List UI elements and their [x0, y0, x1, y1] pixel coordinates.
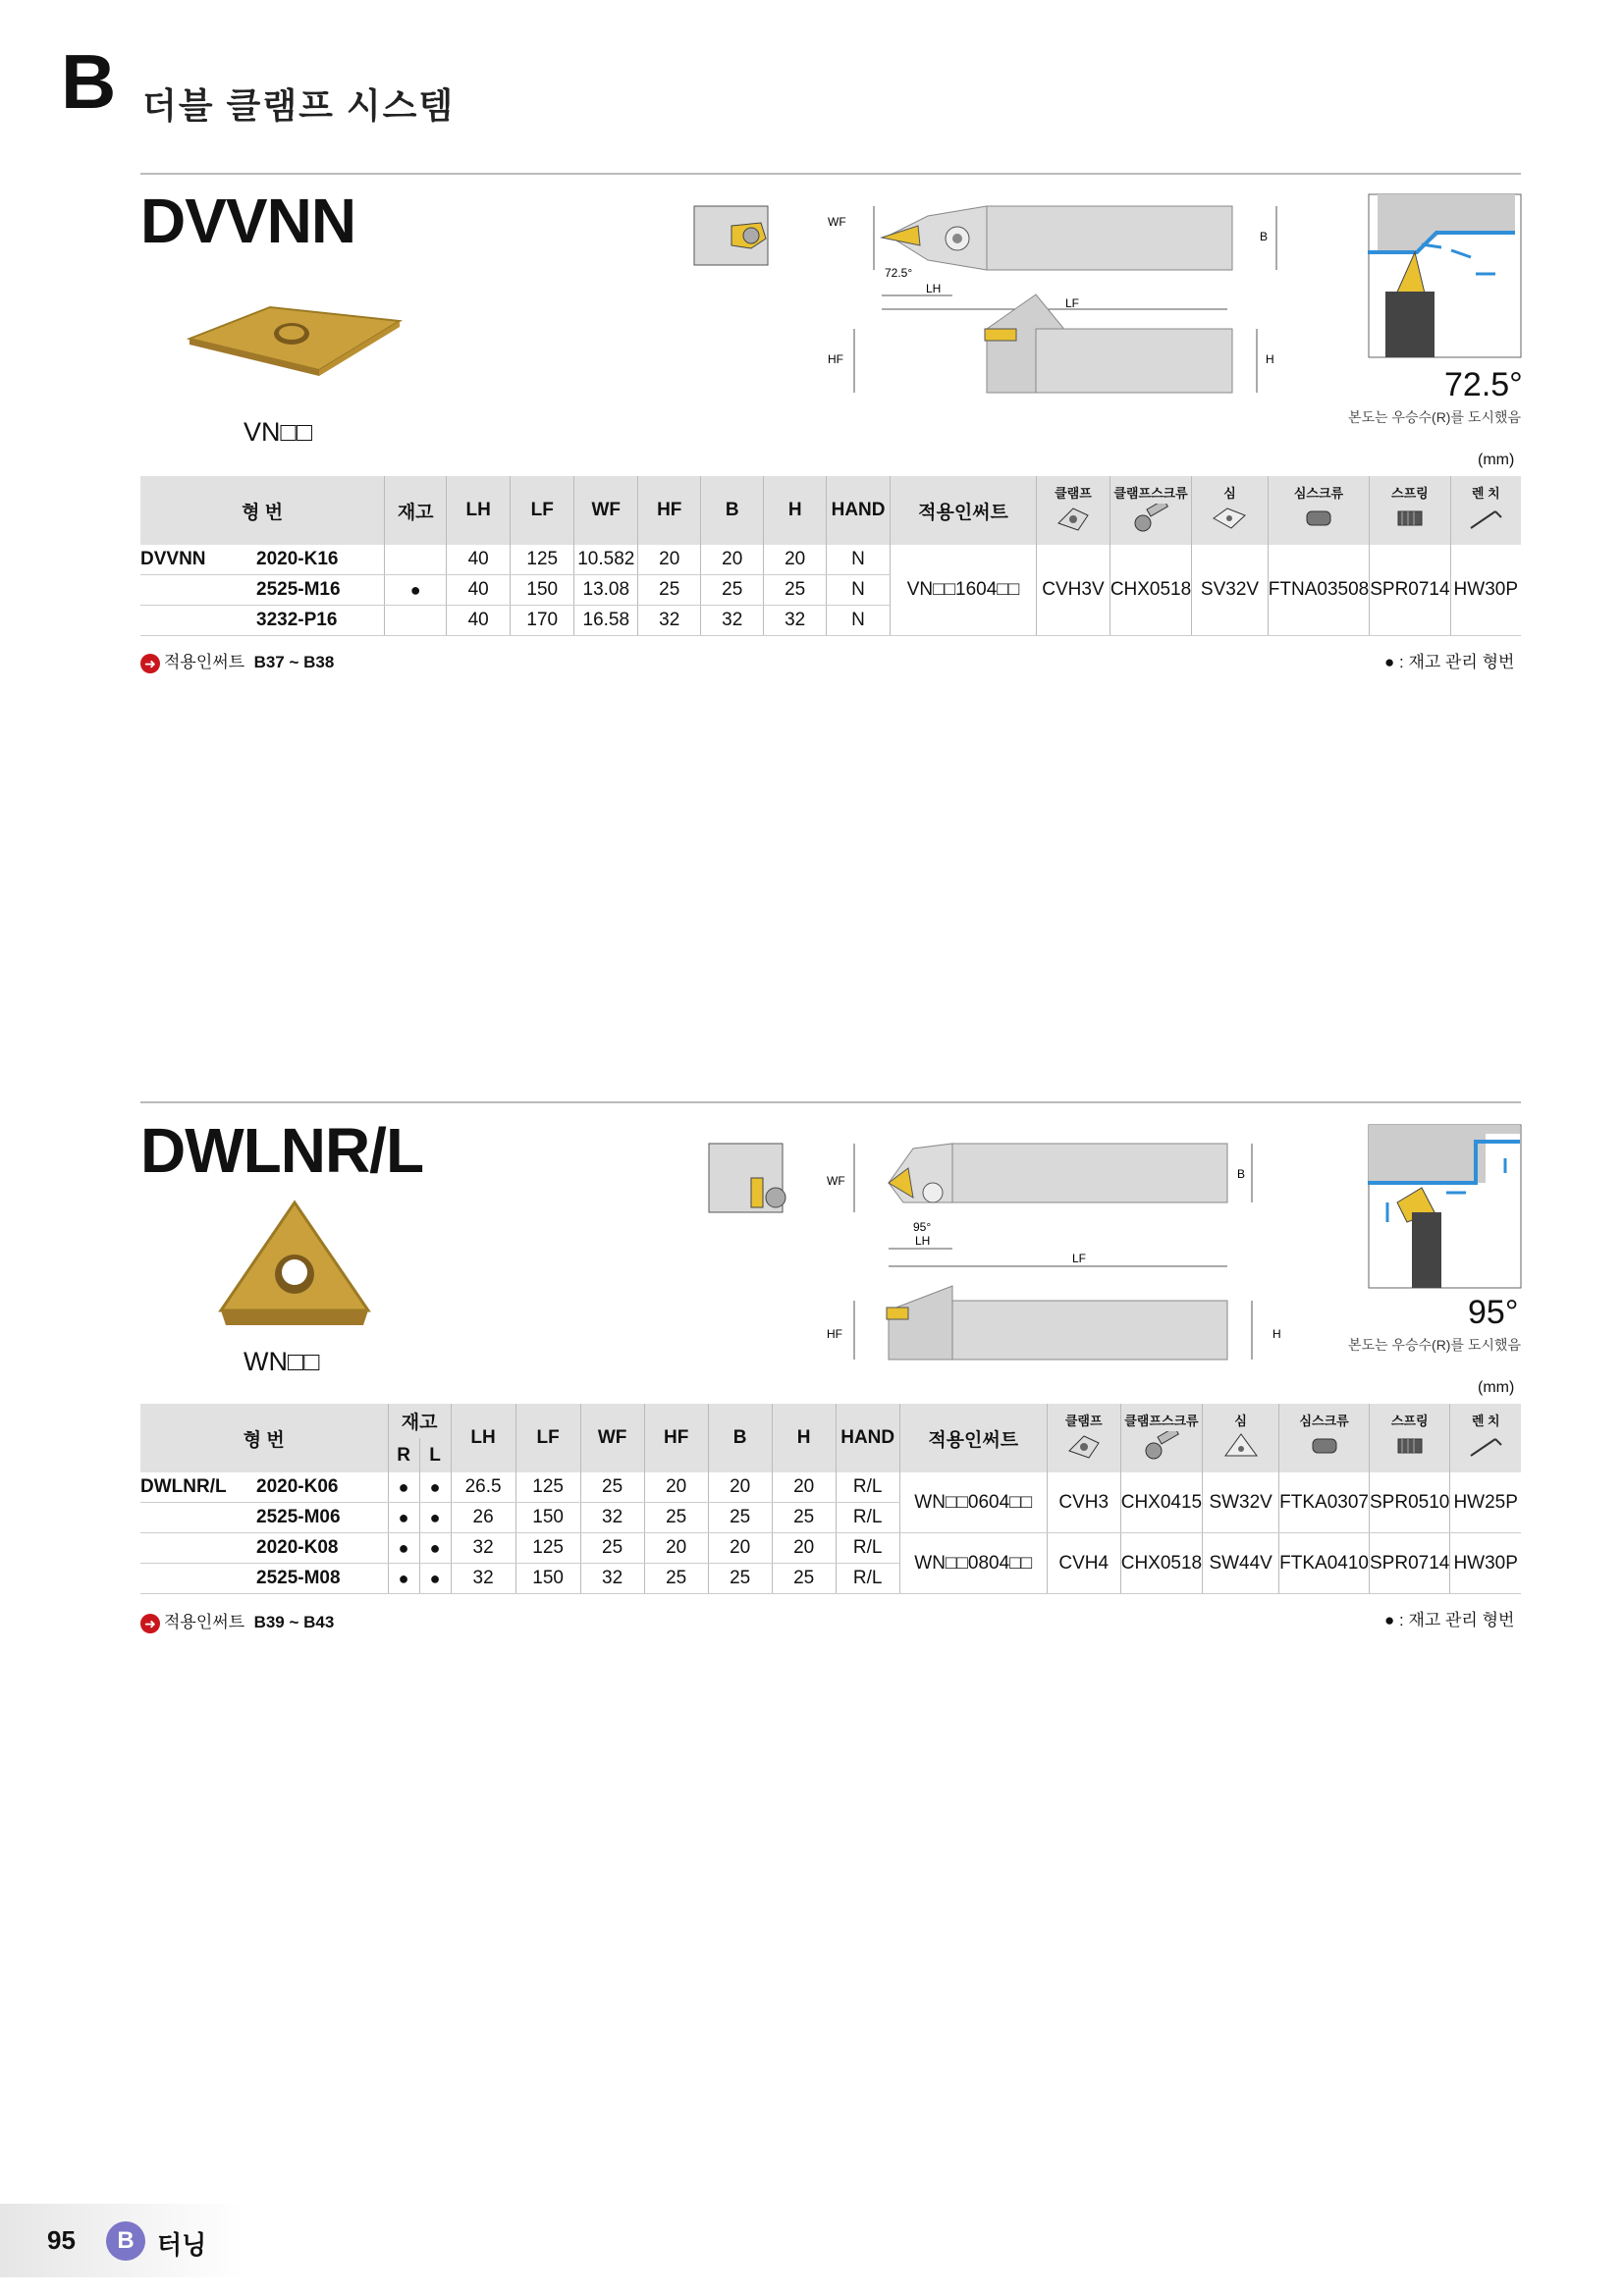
stock-legend: ● : 재고 관리 형번	[1384, 1611, 1515, 1629]
insert-code: WN□□0804□□	[899, 1533, 1047, 1594]
col-shim-screw: 심스크류	[1293, 485, 1344, 501]
col-wrench: 렌 치	[1471, 485, 1500, 501]
section-divider	[140, 1101, 1521, 1103]
col-hf: HF	[644, 1404, 708, 1472]
dim-b: B	[1237, 1167, 1246, 1181]
drawing-note: 본도는 우승수(R)를 도시했음	[1348, 409, 1521, 425]
col-model: 형 번	[140, 476, 385, 545]
chapter-title: 더블 클램프 시스템	[142, 85, 456, 126]
col-model: 형 번	[140, 1404, 388, 1472]
dim-wf: WF	[828, 215, 846, 229]
spec-table	[140, 1404, 1521, 1594]
model-title: DVVNN	[140, 186, 356, 256]
col-hf: HF	[638, 476, 701, 545]
col-h: H	[764, 476, 827, 545]
insert-label: WN□□	[244, 1347, 320, 1376]
clamp-icon	[1064, 1431, 1104, 1461]
dim-b: B	[1260, 230, 1269, 243]
dim-angle: 72.5°	[885, 266, 913, 280]
unit-label: (mm)	[1478, 452, 1515, 468]
insert-code: WN□□0604□□	[899, 1472, 1047, 1533]
dim-lf: LF	[1072, 1252, 1087, 1265]
wrench-icon	[1466, 1431, 1505, 1461]
clamp-icon	[1054, 504, 1093, 533]
col-hand: HAND	[827, 476, 891, 545]
col-lh: LH	[451, 1404, 515, 1472]
col-lh: LH	[447, 476, 511, 545]
col-spring: 스프링	[1391, 485, 1429, 501]
insert-reference[interactable]: ➜ 적용인써트 B39 ~ B43	[140, 1608, 334, 1633]
insert-reference[interactable]: ➜ 적용인써트 B37 ~ B38	[140, 648, 334, 673]
col-b: B	[708, 1404, 772, 1472]
dim-lf: LF	[1065, 296, 1080, 310]
col-lf: LF	[515, 1404, 580, 1472]
dim-hf: HF	[827, 1327, 842, 1341]
col-wrench: 렌 치	[1471, 1413, 1500, 1428]
table-row: 2525-M06 ● ● 26 150 32 25 25 25 R/L	[140, 1503, 1521, 1533]
table-row: 2525-M16 ● 40 150 13.08 25 25 25 N	[140, 575, 1521, 606]
approach-angle: 72.5°	[1444, 366, 1523, 403]
dim-h: H	[1266, 352, 1274, 366]
col-stock-l: L	[419, 1438, 451, 1472]
drawing-note: 본도는 우승수(R)를 도시했음	[1348, 1337, 1521, 1353]
cutting-diagram	[1368, 1124, 1523, 1291]
col-b: B	[701, 476, 764, 545]
col-clamp-screw: 클램프스크류	[1124, 1413, 1199, 1428]
table-row: DVVNN 2020-K16 40 125 10.582 20 20 20 N VN□□1604□□ CVH3V CHX0518 SV32V FTNA03508 SPR0714 HW30P	[140, 545, 1521, 575]
shim-icon	[1210, 504, 1249, 533]
cutting-diagram	[1368, 193, 1523, 360]
arrow-right-icon: ➜	[140, 1614, 160, 1633]
screw-icon	[1131, 504, 1170, 533]
col-shim: 심	[1223, 485, 1236, 501]
table-row: 3232-P16 40 170 16.58 32 32 32 N	[140, 606, 1521, 636]
col-shim: 심	[1234, 1413, 1247, 1428]
chapter-label: 터닝	[157, 2230, 207, 2260]
dim-lh: LH	[926, 282, 942, 295]
table-row: DWLNR/L 2020-K06 ● ● 26.5 125 25 20 20 20 R/L WN□□0604□□ CVH3 CHX0415 SW32V FTKA0307 SPR0510 HW25P	[140, 1472, 1521, 1503]
stock-legend: ● : 재고 관리 형번	[1384, 653, 1515, 671]
section-divider	[140, 173, 1521, 175]
dim-wf: WF	[827, 1174, 845, 1188]
dim-lh: LH	[915, 1234, 931, 1248]
dim-hf: HF	[828, 352, 843, 366]
col-wf: WF	[574, 476, 638, 545]
model-title: DWLNR/L	[140, 1115, 424, 1186]
col-clamp: 클램프	[1064, 1413, 1103, 1428]
arrow-right-icon: ➜	[140, 654, 160, 673]
col-stock-r: R	[388, 1438, 419, 1472]
approach-angle: 95°	[1468, 1294, 1519, 1331]
col-hand: HAND	[836, 1404, 899, 1472]
table-row: 2020-K08 ● ● 32 125 25 20 20 20 R/L WN□□0804□□ CVH4 CHX0518 SW44V FTKA0410 SPR0714 HW30P	[140, 1533, 1521, 1564]
holder-diagram	[707, 1139, 1296, 1374]
col-wf: WF	[580, 1404, 644, 1472]
col-insert: 적용인써트	[890, 476, 1036, 545]
insert-label: VN□□	[244, 417, 313, 447]
shim-screw-icon	[1299, 504, 1338, 533]
spring-icon	[1390, 1431, 1430, 1461]
col-h: H	[772, 1404, 836, 1472]
col-stock: 재고	[385, 476, 447, 545]
page-footer	[0, 2204, 1624, 2277]
chapter-badge: B	[106, 2221, 145, 2261]
spec-table	[140, 476, 1521, 636]
unit-label: (mm)	[1478, 1379, 1515, 1396]
col-stock: 재고	[388, 1404, 451, 1438]
insert-image	[182, 299, 403, 378]
col-lf: LF	[511, 476, 574, 545]
col-shim-screw: 심스크류	[1299, 1413, 1349, 1428]
screw-icon	[1142, 1431, 1181, 1461]
col-spring: 스프링	[1390, 1413, 1429, 1428]
col-insert: 적용인써트	[899, 1404, 1047, 1472]
shim-screw-icon	[1305, 1431, 1344, 1461]
insert-code: VN□□1604□□	[890, 545, 1036, 636]
chapter-letter: B	[61, 38, 117, 125]
insert-image	[216, 1198, 373, 1330]
wrench-icon	[1466, 504, 1505, 533]
table-row: 2525-M08 ● ● 32 150 32 25 25 25 R/L	[140, 1564, 1521, 1594]
shim-icon	[1221, 1431, 1261, 1461]
dim-h: H	[1272, 1327, 1281, 1341]
col-clamp: 클램프	[1055, 485, 1092, 501]
col-clamp-screw: 클램프스크류	[1113, 485, 1188, 501]
spring-icon	[1390, 504, 1430, 533]
holder-diagram	[692, 201, 1301, 442]
page-number: 95	[47, 2225, 76, 2255]
dim-angle: 95°	[913, 1220, 932, 1234]
